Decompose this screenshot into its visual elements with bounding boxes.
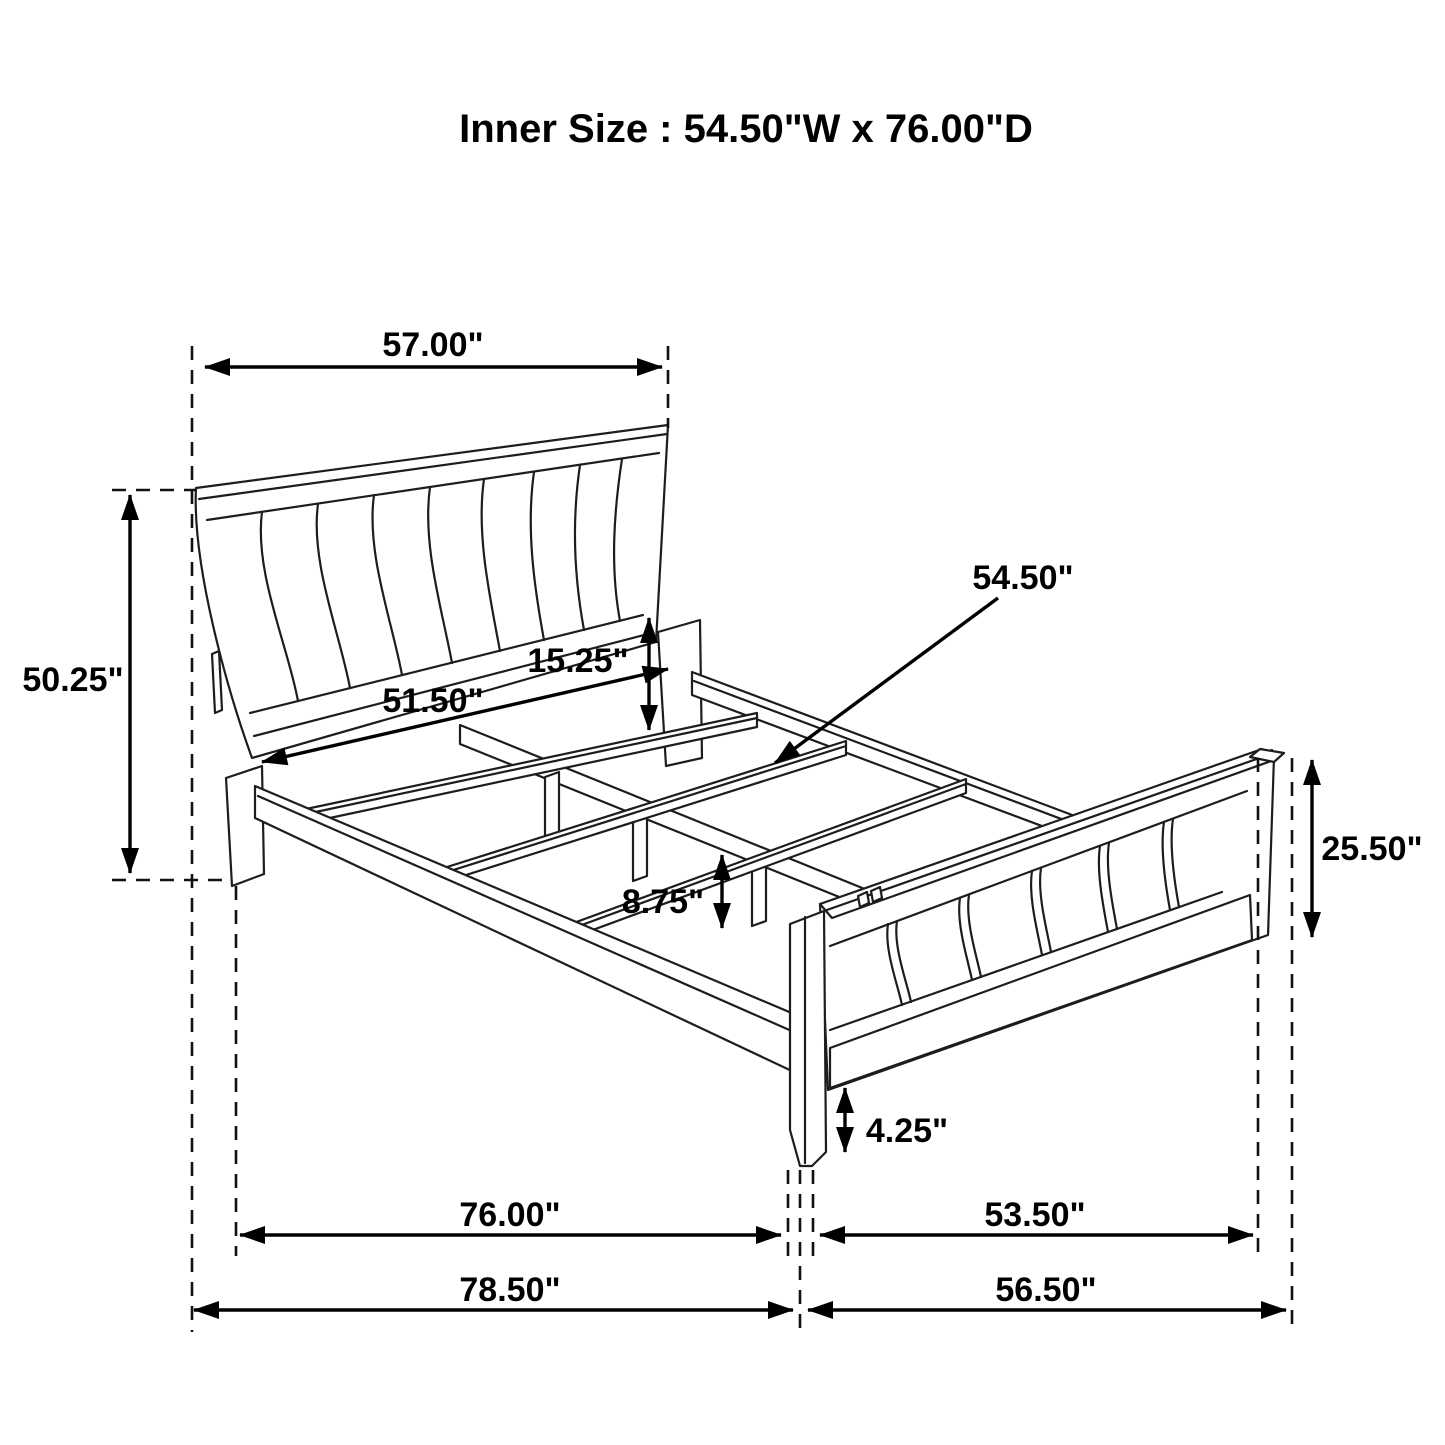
- dim-label-inner-depth: 76.00": [459, 1196, 561, 1234]
- dim-label-headboard-rail-height: 15.25": [527, 642, 629, 680]
- bed-drawing: [196, 425, 1284, 1166]
- dim-label-headboard-height: 50.25": [22, 661, 124, 699]
- dim-label-slat-length: 54.50": [972, 559, 1074, 597]
- footboard-front-leg: [790, 911, 826, 1166]
- dim-label-footboard-inner-width: 53.50": [984, 1196, 1086, 1234]
- dim-label-center-rail-clearance: 8.75": [621, 883, 705, 921]
- dim-label-footboard-clearance: 4.25": [865, 1112, 949, 1150]
- dim-label-headboard-width: 57.00": [382, 326, 484, 364]
- rail-bracket: [212, 651, 222, 713]
- headboard-left-leg: [226, 766, 264, 886]
- dim-label-footboard-outer-width: 56.50": [995, 1271, 1097, 1309]
- dim-label-outer-depth: 78.50": [459, 1271, 561, 1309]
- dim-label-inner-width: 51.50": [382, 682, 484, 720]
- dim-label-footboard-height: 25.50": [1321, 830, 1423, 868]
- page-title: Inner Size : 54.50"W x 76.00"D: [459, 107, 1033, 151]
